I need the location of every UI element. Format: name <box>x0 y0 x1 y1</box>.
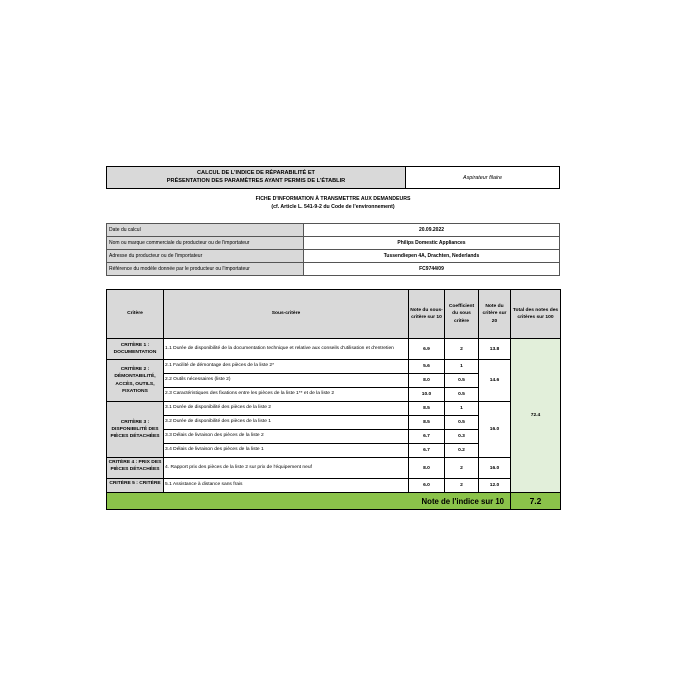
col-coef: Coefficient du sous critère <box>445 290 479 339</box>
sub-note: 6.9 <box>409 339 445 360</box>
info-label: Adresse du producteur ou de l'importateur <box>107 250 304 263</box>
info-value: FC9744/09 <box>304 263 560 276</box>
total-score: 72.4 <box>511 339 561 493</box>
header <box>106 166 560 189</box>
sub-note: 10.0 <box>409 388 445 402</box>
sub-critere: 1.1 Durée de disponibilité de la documentation technique et relative aux conseils d'utilisation et d'entretien <box>164 339 409 360</box>
sub-critere: 2.3 Caractéristiques des fixations entre les pièces de la liste 1** et de la liste 2 <box>164 388 409 402</box>
sub-critere: 2.1 Facilité de démontage des pièces de la liste 2* <box>164 360 409 374</box>
sub-note: 6.7 <box>409 430 445 444</box>
sub-coef: 2 <box>445 339 479 360</box>
sub-note: 6.7 <box>409 444 445 458</box>
title-line-1: CALCUL DE L'INDICE DE RÉPARABILITÉ ET <box>197 170 315 176</box>
sub-note: 8.0 <box>409 374 445 388</box>
info-row <box>107 224 560 237</box>
col-critere: Critère <box>107 290 164 339</box>
title-line-2: PRÉSENTATION DES PARAMÈTRES AYANT PERMIS DE L'ÉTABLIR <box>166 178 346 185</box>
info-label: Date du calcul <box>107 224 304 237</box>
sub-note: 6.0 <box>409 479 445 493</box>
info-value: Philips Domestic Appliances <box>304 237 560 250</box>
sub-coef: 0.5 <box>445 374 479 388</box>
info-value: 20.09.2022 <box>304 224 560 237</box>
final-label: Note de l'indice sur 10 <box>107 493 511 510</box>
sub-note: 8.0 <box>409 458 445 479</box>
final-row <box>107 493 561 510</box>
critere-3-score: 16.0 <box>479 402 511 458</box>
sub-critere: 3.4 Délais de livraison des pièces de la liste 1 <box>164 444 409 458</box>
info-row <box>107 237 560 250</box>
table-row <box>107 360 561 374</box>
sub-coef: 2 <box>445 479 479 493</box>
table-row <box>107 479 561 493</box>
fiche-info <box>106 189 560 223</box>
fiche-line-1: FICHE D'INFORMATION À TRANSMETTRE AUX DEMANDEURS <box>255 196 411 202</box>
product-type: Aspirateur filaire <box>406 166 560 189</box>
final-score: 7.2 <box>511 493 561 510</box>
sub-critere: 4. Rapport prix des pièces de la liste 2 sur prix de l'équipement neuf <box>164 458 409 479</box>
sub-coef: 1 <box>445 402 479 416</box>
table-row <box>107 339 561 360</box>
sub-note: 8.5 <box>409 402 445 416</box>
sub-coef: 1 <box>445 360 479 374</box>
table-row <box>107 402 561 416</box>
sub-coef: 0.2 <box>445 444 479 458</box>
sub-note: 8.5 <box>409 416 445 430</box>
critere-1: CRITÈRE 1 : DOCUMENTATION <box>107 339 164 360</box>
critere-4 <box>107 458 164 479</box>
table-header <box>107 290 561 339</box>
repairability-sheet <box>106 166 560 510</box>
sub-critere: 2.2 Outils nécessaires (liste 2) <box>164 374 409 388</box>
fiche-line-2: (cf. Article L. 541-9-2 du Code de l'environnement) <box>271 203 395 210</box>
info-table <box>106 223 560 276</box>
info-label: Référence du modèle donnée par le producteur ou l'importateur <box>107 263 304 276</box>
col-sous-critere: Sous-critère <box>164 290 409 339</box>
sub-critere: 3.2 Durée de disponibilité des pièces de la liste 1 <box>164 416 409 430</box>
critere-1-score: 13.8 <box>479 339 511 360</box>
critere-4-score: 16.0 <box>479 458 511 479</box>
sub-coef: 0.5 <box>445 388 479 402</box>
sub-critere: 3.3 Délais de livraison des pièces de la liste 2 <box>164 430 409 444</box>
critere-3: CRITÈRE 3 : DISPONIBILITÉ DES PIÈCES DÉTACHÉES <box>107 402 164 458</box>
critere-2-score: 14.6 <box>479 360 511 402</box>
sheet-title <box>106 166 406 189</box>
col-total: Total des notes des critères sur 100 <box>511 290 561 339</box>
sub-coef: 0.5 <box>445 416 479 430</box>
info-value: Tussendiepen 4A, Drachten, Nederlands <box>304 250 560 263</box>
sub-critere: 5.1 Assistance à distance sans frais <box>164 479 409 493</box>
sub-critere: 3.1 Durée de disponibilité des pièces de la liste 2 <box>164 402 409 416</box>
info-row <box>107 250 560 263</box>
table-row <box>107 458 561 479</box>
critere-5-label: CRITÈRE 5 : CRITÈRE <box>109 480 161 486</box>
sub-coef: 0.3 <box>445 430 479 444</box>
critere-2: CRITÈRE 2 : DÉMONTABILITÉ, ACCÈS, OUTILS, FIXATIONS <box>107 360 164 402</box>
critere-5 <box>107 479 164 493</box>
score-table <box>106 289 561 510</box>
critere-5-score: 12.0 <box>479 479 511 493</box>
col-note: Note du sous-critère sur 10 <box>409 290 445 339</box>
sub-note: 5.6 <box>409 360 445 374</box>
critere-4-label: CRITÈRE 4 : PRIX DES PIÈCES DÉTACHÉES <box>108 459 162 472</box>
info-row <box>107 263 560 276</box>
col-note20: Note du critère sur 20 <box>479 290 511 339</box>
sub-coef: 2 <box>445 458 479 479</box>
info-label: Nom ou marque commerciale du producteur ou de l'importateur <box>107 237 304 250</box>
